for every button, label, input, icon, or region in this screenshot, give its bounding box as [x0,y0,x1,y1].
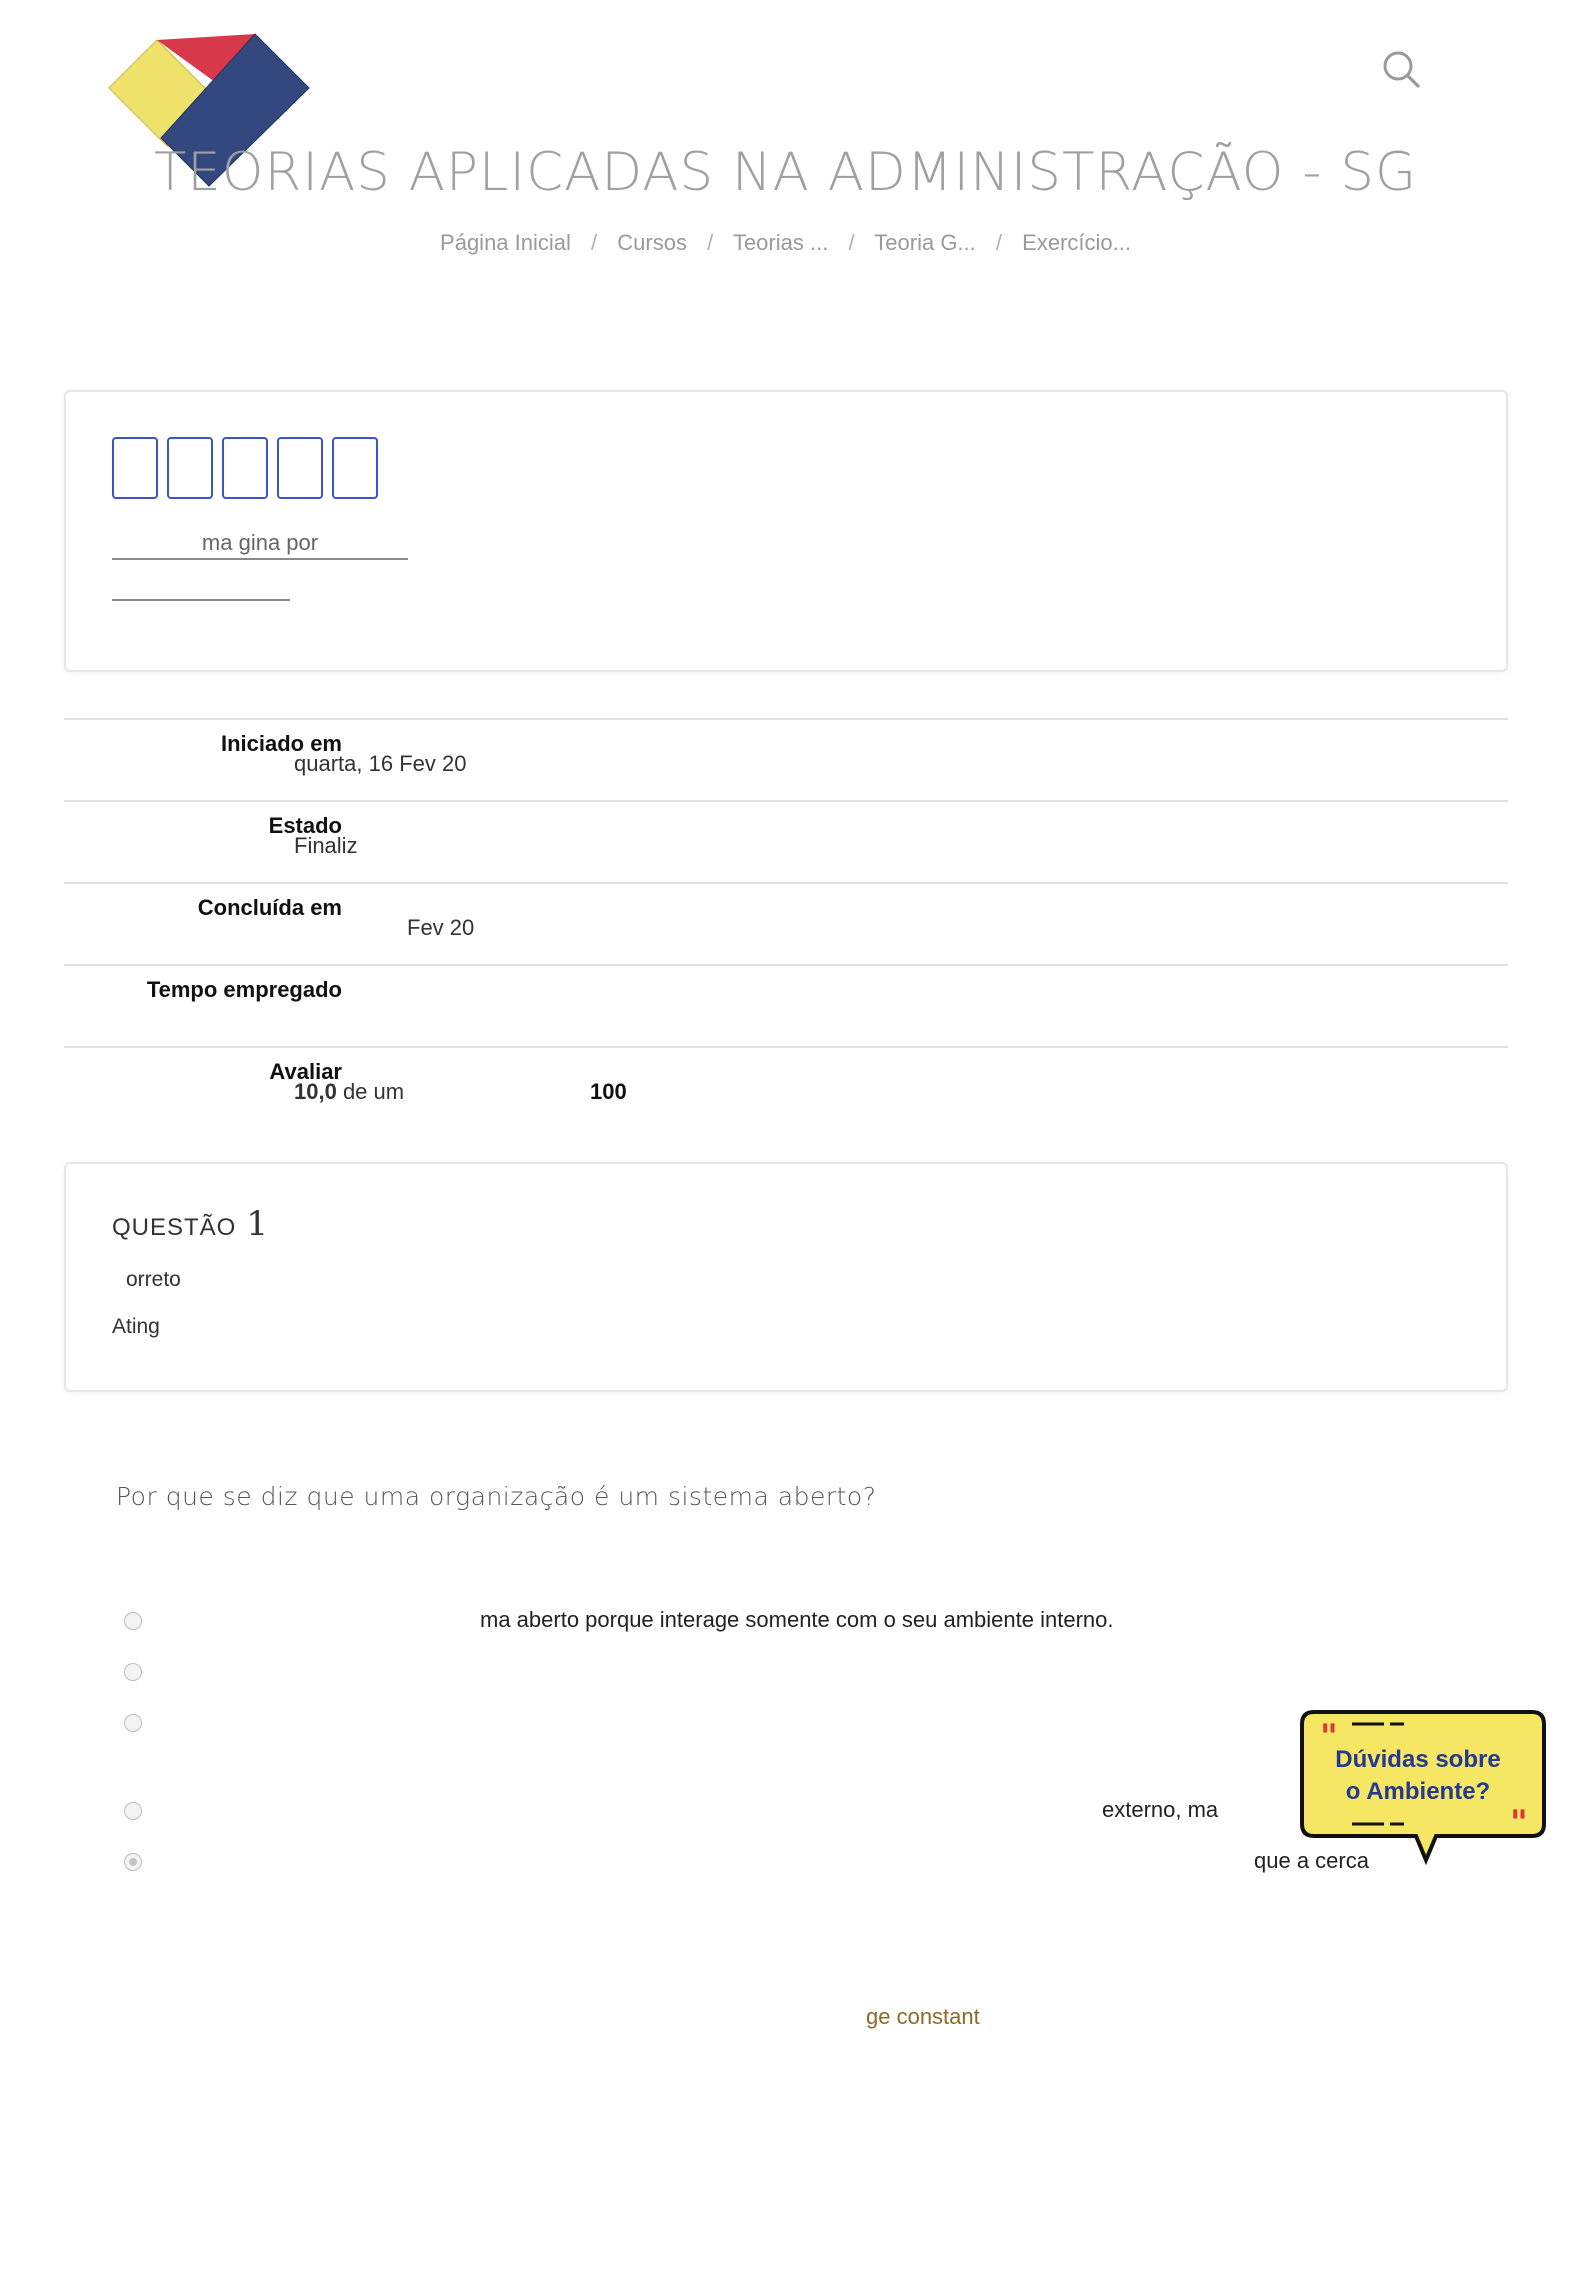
course-title: TEORIAS APLICADAS NA ADMINISTRAÇÃO - SG [153,142,1418,203]
breadcrumb-course[interactable]: Teorias ... [732,230,829,255]
breadcrumb-section[interactable]: Teoria G... [874,230,976,255]
question-label-text: QUESTÃO [112,1214,237,1241]
help-text-line-2: o Ambiente? [1345,1778,1491,1805]
summary-value: quarta, 16 Fev 20 [294,751,467,776]
show-one-page-link[interactable]: ma gina por [112,530,408,560]
question-text: Por que se diz que uma organização é um sistema aberto? [116,1482,877,1511]
summary-value: Finaliz [294,833,358,858]
question-nav-button[interactable] [112,437,158,499]
summary-value [294,1074,404,1110]
answer-option[interactable] [124,1714,1324,1742]
question-nav-button[interactable] [167,437,213,499]
grade-total: 100 [590,1079,627,1104]
answer-option[interactable] [124,1848,1369,1881]
answer-option-text: ma aberto porque interage somente com o seu ambiente interno. [480,1607,1114,1632]
summary-row-grade [64,1046,1508,1130]
breadcrumb-separator: / [707,230,714,255]
summary-value: Fev 20 [407,915,475,940]
radio-button[interactable] [124,1714,142,1732]
answer-option[interactable] [124,1607,1324,1640]
breadcrumb-courses[interactable]: Cursos [617,230,687,255]
summary-row-started [64,718,1508,802]
radio-button-selected[interactable] [124,1853,142,1871]
breadcrumb-separator: / [848,230,855,255]
summary-label: Tempo empregado [146,977,342,1002]
question-number: 1 [246,1204,269,1244]
summary-row-completed [64,882,1508,966]
summary-label: Concluída em [197,895,342,920]
breadcrumb-separator: / [995,230,1003,255]
breadcrumb [0,230,1571,256]
summary-label: Estado [268,813,342,838]
answer-option-text: que a cerca [1254,1848,1369,1873]
finish-review-link[interactable] [112,599,290,601]
question-nav-button[interactable] [277,437,323,499]
answer-option[interactable] [124,1663,1324,1691]
question-grade: Ating [112,1315,160,1338]
summary-label: Avaliar [269,1059,342,1084]
radio-button[interactable] [124,1612,142,1630]
answer-option-text: externo, ma [1102,1797,1219,1822]
radio-button[interactable] [124,1802,142,1820]
summary-row-state [64,800,1508,884]
question-number-label [112,1204,269,1244]
summary-row-time [64,964,1508,1048]
summary-label: Iniciado em [220,731,342,756]
help-chat-bubble[interactable] [1300,1710,1550,1870]
grade-of-text: de um [336,1079,405,1104]
quiz-navigation-card [64,390,1508,672]
question-info-card [64,1162,1508,1392]
svg-text:": " [1510,1803,1528,1843]
grade-value: 10,0 [294,1079,337,1104]
radio-button[interactable] [124,1663,142,1681]
help-text-line-1: Dúvidas sobre [1335,1746,1501,1773]
breadcrumb-current: Exercício... [1022,230,1131,255]
search-icon[interactable] [1380,48,1424,92]
question-state: orreto [126,1268,181,1291]
question-nav-button[interactable] [222,437,268,499]
breadcrumb-separator: / [591,230,598,255]
breadcrumb-home[interactable]: Página Inicial [440,230,571,255]
answer-option[interactable] [124,1797,1324,1830]
svg-text:": " [1320,1717,1338,1757]
quiz-navigation-buttons [112,437,378,499]
question-nav-button[interactable] [332,437,378,499]
answer-feedback: ge constant [866,2004,980,2029]
